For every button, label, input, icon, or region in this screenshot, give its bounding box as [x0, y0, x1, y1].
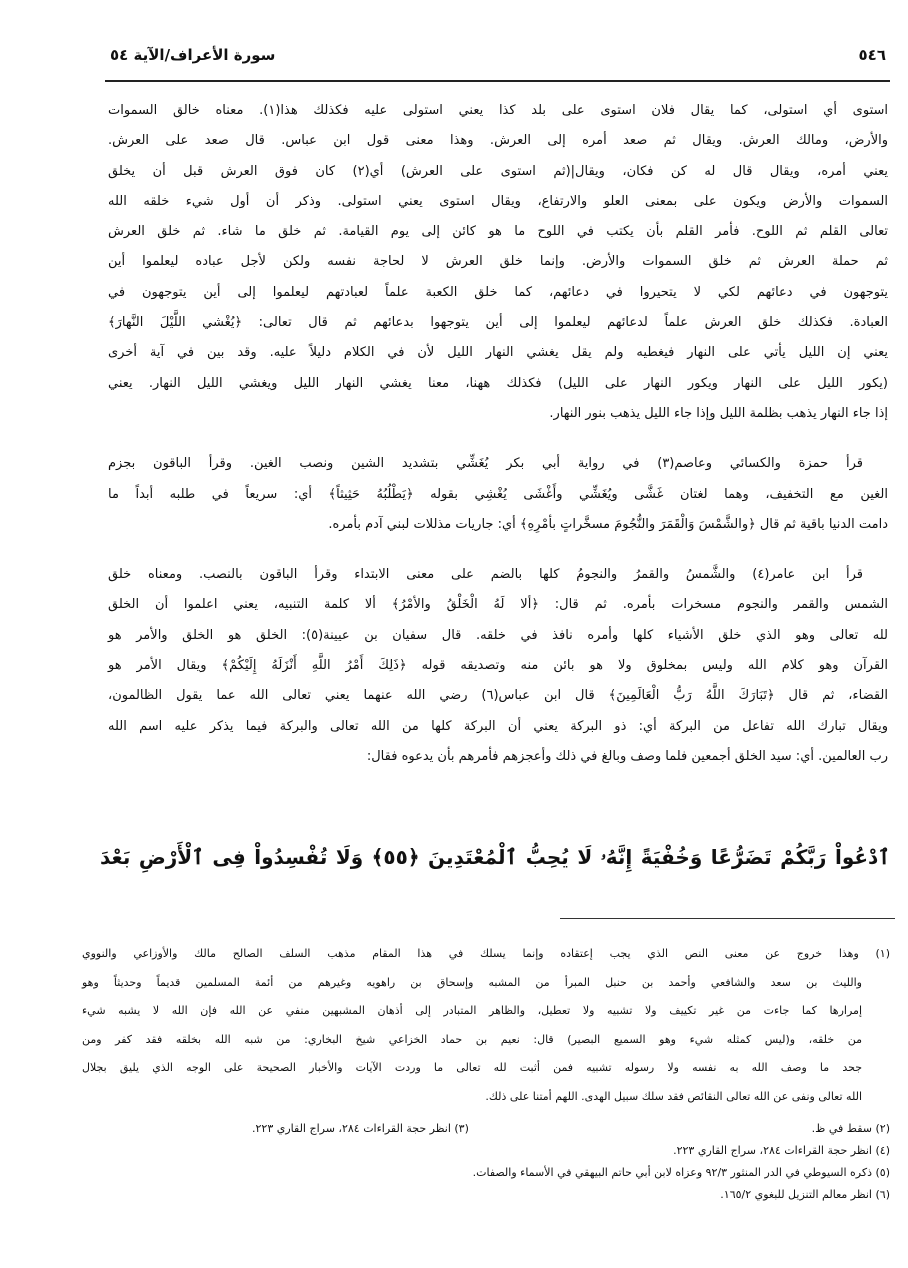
footnote-row [82, 1118, 890, 1140]
footnote-5: (٥) ذكره السيوطي في الدر المنثور ٩٢/٣ وعزاه لابن أبي حاتم البيهقي في الأسماء والصفات. [472, 1166, 890, 1179]
running-header-title: سورة الأعراف/الآية ٥٤ [110, 46, 276, 64]
footnote-4: (٤) انظر حجة القراءات ٢٨٤، سراج القاري ٢٢٣. [673, 1144, 890, 1157]
paragraph-1-line: يعني أمره، ويقال قال له كن فكان، ويقال|(ثم استوى على العرش) أي(٢) كان فوق العرش قبل أن يخلق [108, 163, 888, 179]
paragraph-gap [108, 429, 888, 449]
footnote-1 [82, 940, 890, 1111]
footnote-6: (٦) انظر معالم التنزيل للبغوي ١٦٥/٢. [720, 1188, 890, 1201]
paragraph-2-line: الغين مع التخفيف، وهما لغتان غَشَّى ويُغَشِّي وأَغْشَى يُغْشِي بقوله ﴿يَطْلُبُهُ حَثِيثاً﴾ أي: سريعاً في طلبه أبداً ما [108, 486, 888, 502]
quran-verse: ٱدْعُواْ رَبَّكُمْ تَضَرُّعًا وَخُفْيَةً إِنَّهُۥ لَا يُحِبُّ ٱلْمُعْتَدِينَ ﴿٥٥﴾ وَلَا تُفْسِدُواْ فِى ٱلْأَرْضِ بَعْدَ [100, 845, 890, 869]
paragraph-3-line: لله تعالى وهو الذي خلق الأشياء كلها وأمره نافذ في خلقه. قال سفيان بن عيينة(٥): الخلق هو الخلق والأمر هو [108, 627, 888, 643]
footnote-1-line: والليث بن سعد والشافعي وأحمد بن حنبل المبرأ من المشبه وإسحاق بن راهويه وغيرهم من أئمة المسلمين قديماً وحديثاً وهو [82, 975, 862, 989]
paragraph-2-line: قرأ حمزة والكسائي وعاصم(٣) في رواية أبي بكر يُغَشِّي بتشديد الشين ونصب الغين. وقرأ الباقون بجزم [108, 456, 864, 472]
paragraph-gap [108, 540, 888, 560]
footnote-1-line: الله تعالى ونفى عن الله تعالى النقائص فقد سلك سبيل الهدى. اللهم أمتنا على ذلك. [485, 1089, 862, 1103]
footnote-1-line: من خلقه، و(ليس كمثله شيء وهو السميع البصير) قال: نعيم بن حماد الخزاعي شيخ البخاري: من شبه الله بخلقه فقد كفر ومن [82, 1032, 862, 1046]
footnote-1-line: جحد ما وصف الله به نفسه ولا رسوله تشبيه فمن أثبت لله تعالى ما وردت الآيات والأخبار الصحيحة على الوجه الذي يليق بجلال [82, 1061, 862, 1074]
paragraph-1-line: والأرض، ومالك العرش. ويقال ثم صعد أمره إلى العرش. وهذا معنى قول ابن عباس. قال صعد على العرش. [108, 133, 888, 149]
paragraph-1-line: إذا جاء النهار يذهب بظلمة الليل وإذا جاء الليل يذهب بنور النهار. [549, 405, 888, 421]
paragraph-1-line: يتوجهون في دعائهم لكي لا يتحيروا في دعائهم، كما خلق الكعبة علماً لعبادتهم ليعلموا إلى أين يتوجهون في [108, 284, 888, 300]
paragraph-1-line: العبادة. فكذلك خلق العرش علماً لدعائهم ليعلموا إلى أين يتوجهوا بدعائهم ثم قال تعالى: ﴿يُغْشي اللَّيْلَ النَّهارَ﴾ [108, 315, 888, 331]
paragraph-3-line: قرأ ابن عامر(٤) والشَّمسُ والقمرُ والنجومُ كلها بالضم على معنى الابتداء وقرأ الباقون بالنصب. ومعناه خلق [108, 567, 863, 583]
footnote-2: (٢) سقط في ظ. [811, 1122, 890, 1135]
paragraph-1-line: تعالى القلم ثم اللوح. فأمر القلم بأن يكتب في اللوح ما هو كائن إلى يوم القيامة. ثم خلق ما شاء. ثم خلق العرش [108, 224, 888, 240]
paragraph-1-line: استوى أي استولى، كما يقال فلان استوى على بلد كذا يعني استولى عليه فكذلك هذا(١). معناه خالق السموات [108, 103, 888, 118]
paragraph-3-line: الشمس والقمر والنجوم مسخرات بأمره. ثم قال: ﴿ألا لَهُ الْخَلْقُ والأمْرُ﴾ ألا كلمة التنبيه، يعني اعلموا أن الخلق [108, 597, 888, 613]
paragraph-1-line: ثم حملة العرش ثم خلق السموات والأرض. وإنما خلق العرش لا لحاجة نفسه ولكن لأجل عباده ليعلموا أين [108, 254, 888, 270]
footnotes-list [82, 1118, 890, 1206]
main-text [108, 96, 888, 772]
page-number: ٥٤٦ [858, 46, 886, 64]
paragraph-3-line: القضاء، ثم قال ﴿تَبَارَكَ اللَّهُ رَبُّ الْعَالَمِينَ﴾ قال ابن عباس(٦) رضي الله عنهما يعني تعالى الله عما يقول الظالمون، [108, 688, 888, 704]
footnote-separator [560, 918, 895, 919]
paragraph-3-line: القرآن وهو كلام الله وليس بمخلوق ولا هو بائن منه وتصديقه قوله ﴿ذَلِكَ أَمْرُ اللَّهِ أَنْزَلَهُ إِلَيْكُمْ﴾ ويقال الأمر هو [108, 658, 888, 674]
paragraph-1-line: السموات والأرض ويكون على بمعنى العلو والارتفاع، ويقال استوى يعني استولى. وذكر أن أول شيء خلقه الله [108, 193, 888, 209]
footnote-3: (٣) انظر حجة القراءات ٢٨٤، سراج القاري ٢٢٣. [252, 1122, 469, 1135]
paragraph-2-line: دامت الدنيا باقية ثم قال ﴿والشَّمْسَ وَالْقَمَرَ والنُّجُومَ مسخَّراتٍ بأمْرِهِ﴾ أي: جاريات مذللات لبني آدم بأمره. [328, 516, 888, 532]
footnote-1-line: إمرارها كما جاءت من غير تكييف ولا تشبيه ولا تعطيل، والظاهر المتبادر إلى أذهان المشبهين منفي عن الله فإن الله لا يشبه شيء [82, 1004, 862, 1017]
paragraph-1-line: (يكور الليل على النهار ويكور النهار على الليل) فكذلك ههنا، معنا يغشي النهار الليل ويغشي الليل النهار. يعني [108, 375, 888, 391]
header-rule [105, 80, 890, 82]
paragraph-3-line: رب العالمين. أي: سيد الخلق أجمعين فلما وصف وبالغ في ذلك وأعجزهم فأمرهم بأن يدعوه فقال: [366, 748, 888, 764]
footnote-1-line: (١) وهذا خروج عن معنى النص الذي يجب إعتقاده وإنما يسلك في هذا المقام مذهب السلف الصالح مالك والأوزاعي والنووي [82, 947, 890, 960]
paragraph-1-line: يعني إن الليل يأتي على النهار فيغطيه ولم يقل يغشي النهار الليل لأن في الكلام دليلاً عليه. وقد بين في آية أخرى [108, 345, 888, 361]
paragraph-3-line: ويقال تبارك الله تفاعل من البركة أي: ذو البركة يعني أن البركة كلها من الله تعالى والبركة فيما يذكر عليه اسم الله [108, 718, 888, 734]
